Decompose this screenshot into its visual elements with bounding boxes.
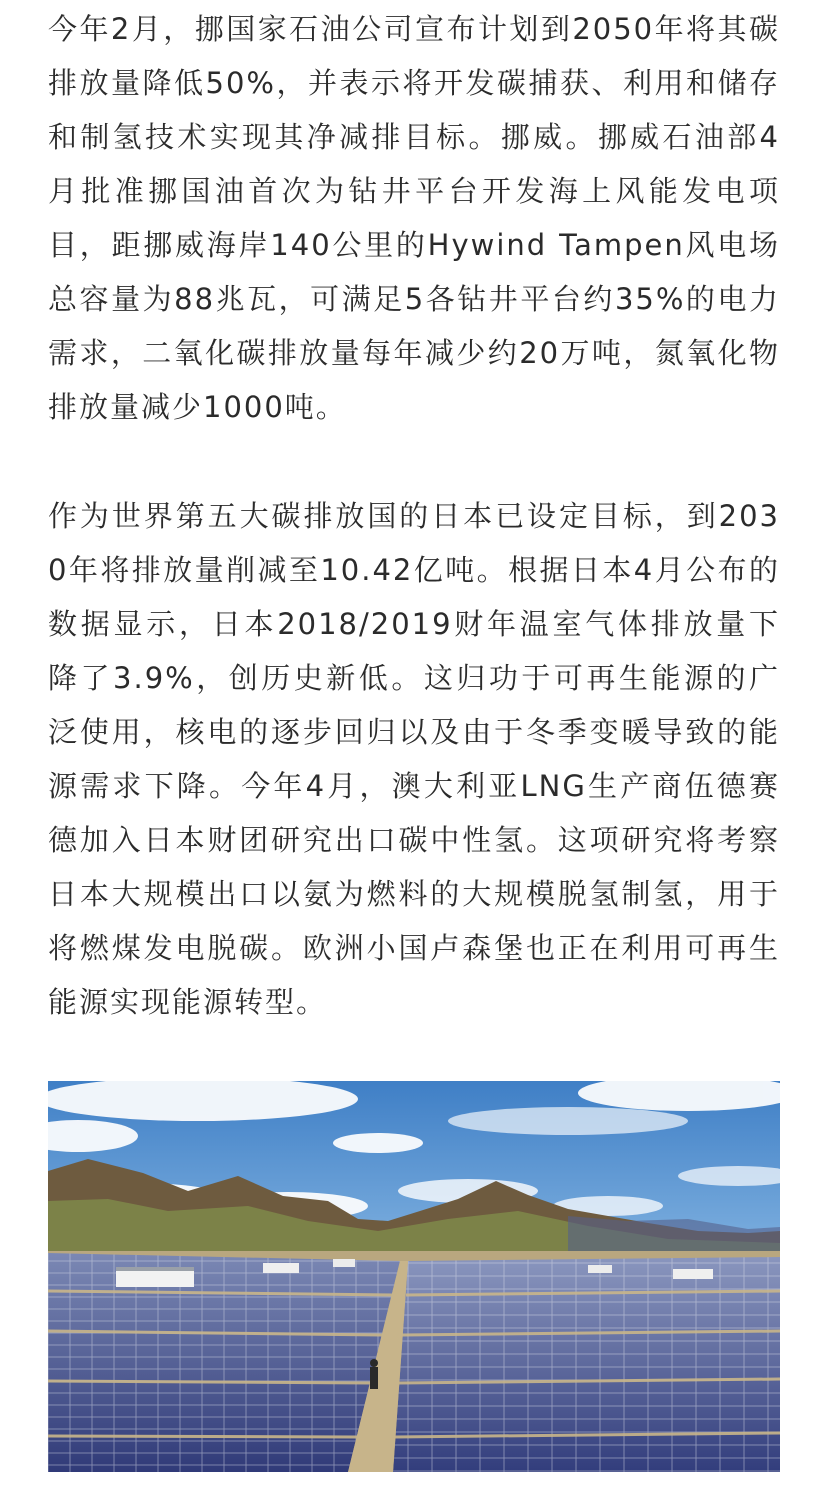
- solar-farm-photo[interactable]: [48, 1081, 780, 1472]
- article-paragraph: 作为世界第五大碳排放国的日本已设定目标，到2030年将排放量削减至10.42亿吨。根据日本4月公布的数据显示，日本2018/2019财年温室气体排放量下降了3.9%，创历史新低。这归功于可再生能源的广泛使用，核电的逐步回归以及由于冬季变暖导致的能源需求下降。今年4月，澳大利亚LNG生产商伍德赛德加入日本财团研究出口碳中性氢。这项研究将考察日本大规模出口以氨为燃料的大规模脱氢制氢，用于将燃煤发电脱碳。欧洲小国卢森堡也正在利用可再生能源实现能源转型。: [48, 499, 780, 1019]
- solar-farm-illustration: [48, 1081, 780, 1472]
- worker-figure: [370, 1359, 378, 1389]
- article-paragraph: 今年2月，挪国家石油公司宣布计划到2050年将其碳排放量降低50%，并表示将开发碳捕获、利用和储存和制氢技术实现其净减排目标。挪威。挪威石油部4月批准挪国油首次为钻井平台开发海上风能发电项目，距挪威海岸140公里的Hywind Tampen风电场总容量为88兆瓦，可满足5各钻井平台约35%的电力需求，二氧化碳排放量每年减少约20万吨，氮氧化物排放量减少1000吨。: [48, 12, 780, 424]
